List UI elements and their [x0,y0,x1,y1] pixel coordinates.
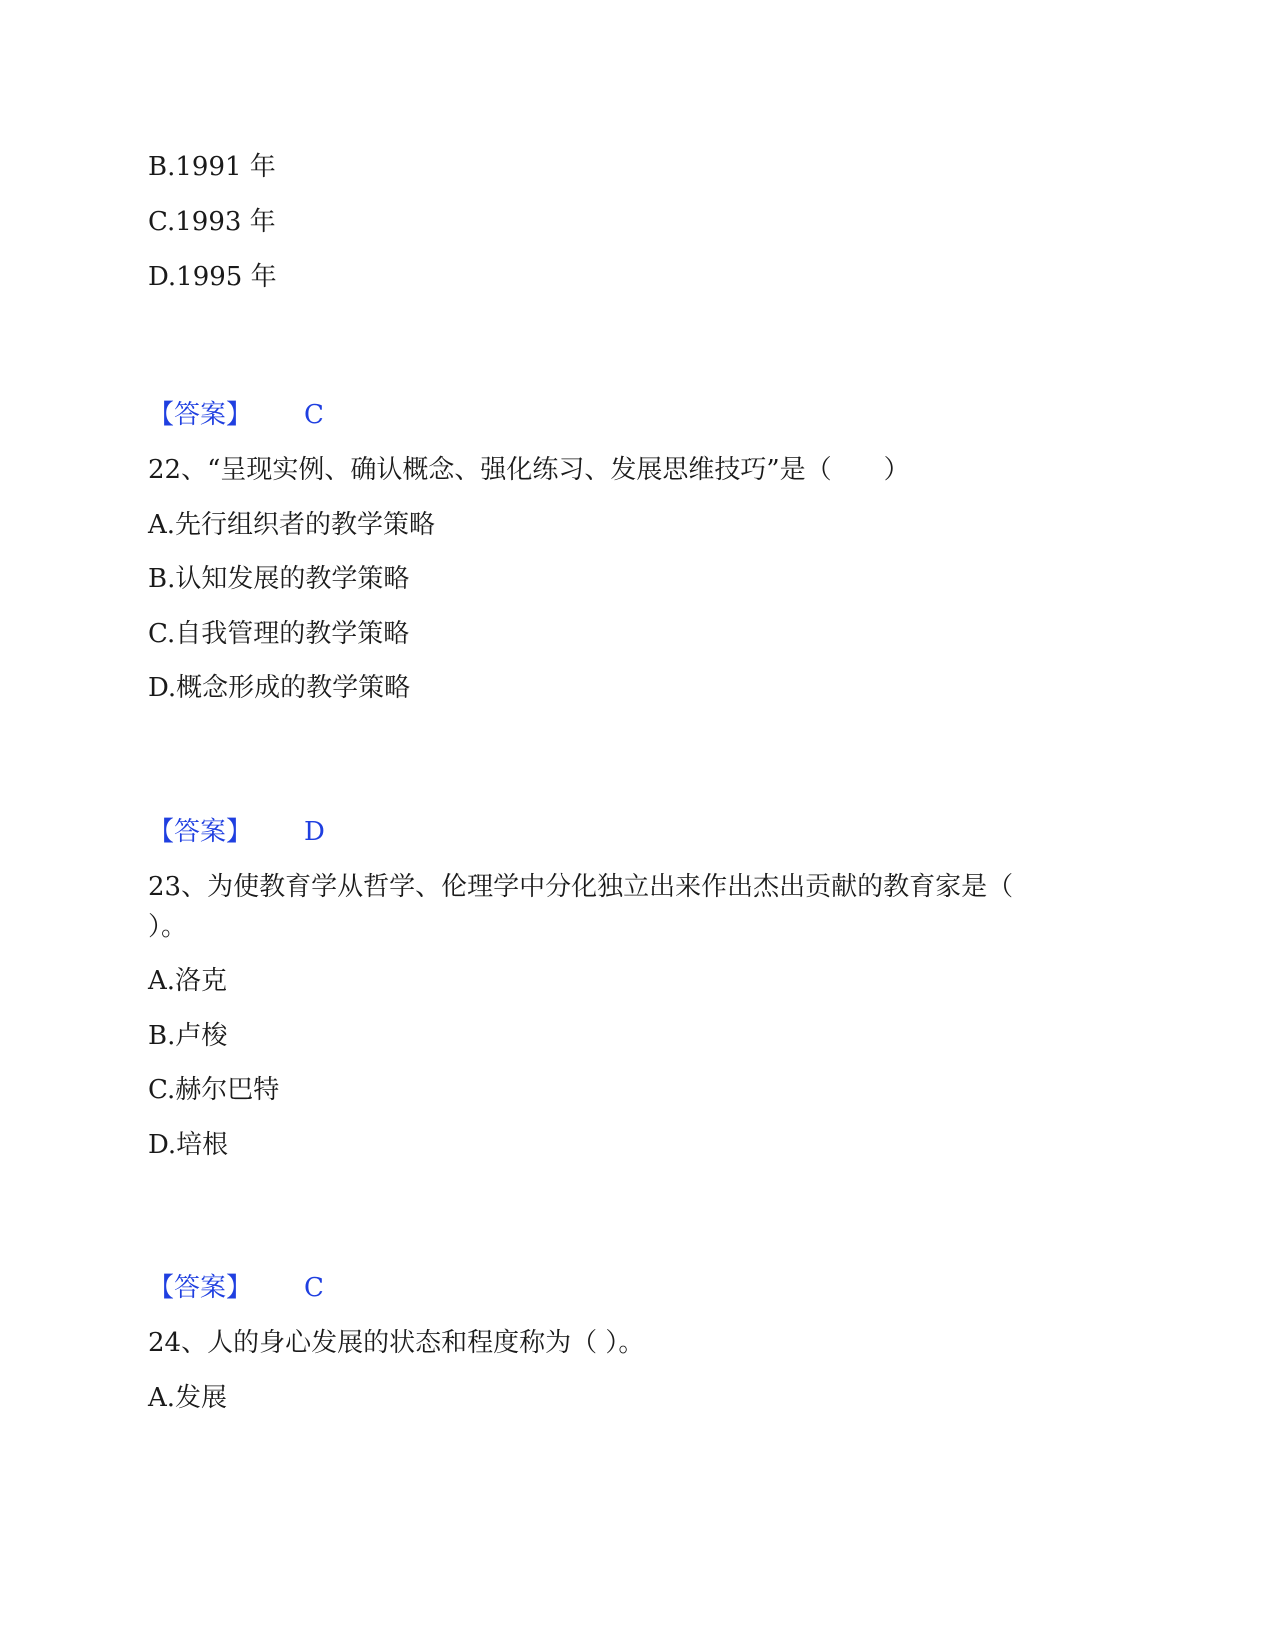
q21-option-b: B.1991 年 [148,152,276,182]
answer-value: C [304,400,324,430]
q23-option-a: A.洛克 [148,966,228,996]
q21-option-c: C.1993 年 [148,207,276,237]
q24-stem: 24、人的身心发展的状态和程度称为（ ）。 [148,1328,645,1358]
q23-answer [148,1271,324,1305]
q23-stem-line2: ）。 [148,912,188,942]
answer-value: D [304,817,325,847]
q23-option-d: D.培根 [148,1130,229,1160]
q21-option-d: D.1995 年 [148,262,277,292]
q24-option-a: A.发展 [148,1383,228,1413]
q22-answer [148,815,325,849]
q22-option-d: D.概念形成的教学策略 [148,673,411,703]
answer-value: C [304,1273,324,1303]
q22-option-b: B.认知发展的教学策略 [148,564,410,594]
q23-option-c: C.赫尔巴特 [148,1075,280,1105]
q23-option-b: B.卢梭 [148,1021,228,1051]
answer-label: 【答案】 [148,1273,253,1303]
answer-label: 【答案】 [148,817,253,847]
q22-option-a: A.先行组织者的教学策略 [148,510,436,540]
q22-stem: 22、“呈现实例、确认概念、强化练习、发展思维技巧”是（ ） [148,455,910,485]
q23-stem-line1: 23、为使教育学从哲学、伦理学中分化独立出来作出杰出贡献的教育家是（ [148,872,1014,902]
q21-answer [148,398,324,432]
q22-option-c: C.自我管理的教学策略 [148,619,410,649]
answer-label: 【答案】 [148,400,253,430]
